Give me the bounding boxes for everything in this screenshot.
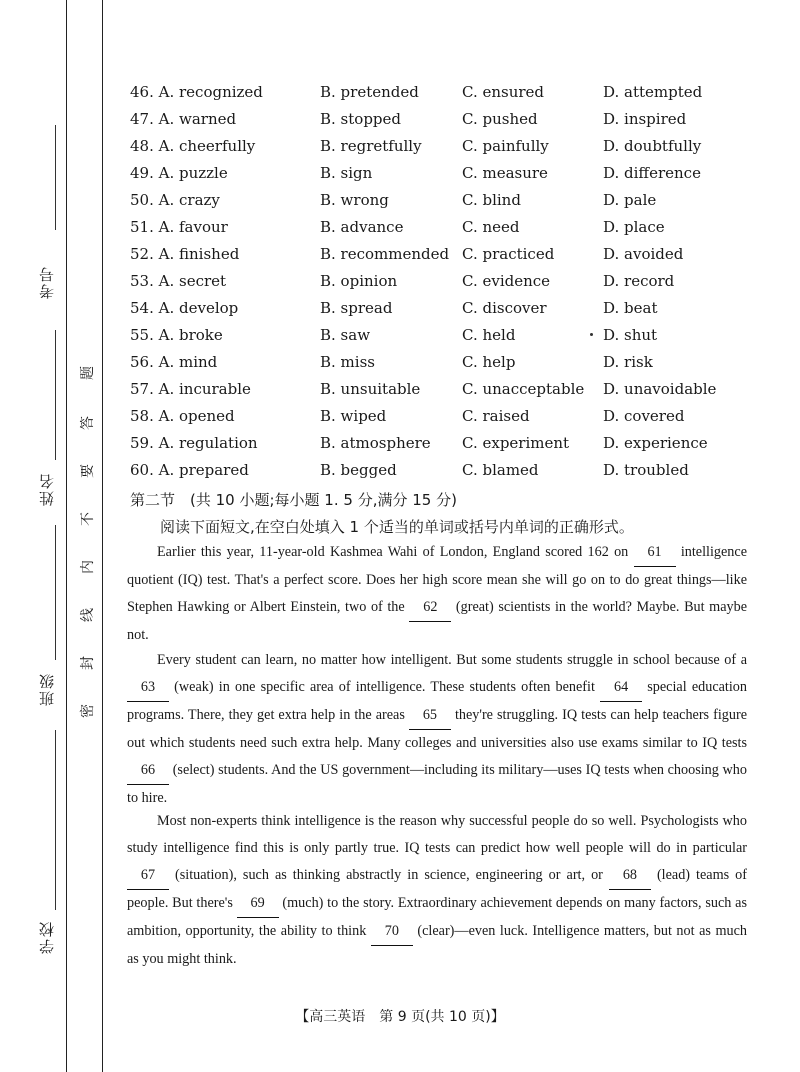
option-b: B. atmosphere bbox=[320, 434, 431, 452]
option-c: C. discover bbox=[462, 299, 547, 317]
passage-text: (select) students. And the US government—including its military—uses IQ tests when choosing who to hire. bbox=[127, 762, 747, 806]
option-row-59 bbox=[130, 434, 770, 458]
option-c: C. practiced bbox=[462, 245, 555, 263]
option-d: D. risk bbox=[603, 353, 653, 371]
option-b: B. regretfully bbox=[320, 137, 422, 155]
option-b: B. stopped bbox=[320, 110, 401, 128]
blank-64: 64 bbox=[600, 674, 642, 702]
option-c: C. need bbox=[462, 218, 520, 236]
kaohao-label: 考号 bbox=[38, 265, 56, 299]
option-b: B. wiped bbox=[320, 407, 387, 425]
option-row-55 bbox=[130, 326, 770, 350]
option-c: C. raised bbox=[462, 407, 530, 425]
option-row-58 bbox=[130, 407, 770, 431]
option-a: 56. A. mind bbox=[130, 353, 218, 371]
option-b: B. sign bbox=[320, 164, 373, 182]
option-c: C. painfully bbox=[462, 137, 549, 155]
option-row-47 bbox=[130, 110, 770, 134]
stray-mark bbox=[590, 333, 593, 336]
option-a: 55. A. broke bbox=[130, 326, 223, 344]
seal-char: 答 bbox=[80, 416, 96, 430]
passage-text: Most non-experts think intelligence is the reason why successful people do so well. Psychologists who study intelligence find this is only partly true. IQ tests can predict how well people will do in particular bbox=[127, 813, 747, 856]
option-a: 60. A. prepared bbox=[130, 461, 249, 479]
passage-text: special education programs. There, they get extra help in the areas bbox=[127, 679, 747, 723]
seal-char: 不 bbox=[80, 512, 96, 526]
passage-text: Every student can learn, no matter how intelligent. But some students struggle in school because of a bbox=[157, 652, 747, 668]
option-row-50 bbox=[130, 191, 770, 215]
option-row-60 bbox=[130, 461, 770, 485]
option-a: 51. A. favour bbox=[130, 218, 228, 236]
option-d: D. place bbox=[603, 218, 665, 236]
blank-69: 69 bbox=[237, 890, 279, 918]
option-d: D. avoided bbox=[603, 245, 684, 263]
passage-text: intelligence quotient (IQ) test. That's a perfect score. Does her high score mean she will go on to do great things—like Stephen Hawking or Albert Einstein, two of the bbox=[127, 544, 747, 615]
option-row-54 bbox=[130, 299, 770, 323]
option-c: C. help bbox=[462, 353, 516, 371]
option-d: D. troubled bbox=[603, 461, 689, 479]
passage-text: (much) to the story. Extraordinary achievement depends on many factors, such as ambition, opportunity, the ability to think bbox=[127, 895, 747, 939]
section-instruction: 阅读下面短文,在空白处填入 1 个适当的单词或括号内单词的正确形式。 bbox=[160, 518, 634, 536]
option-a: 47. A. warned bbox=[130, 110, 237, 128]
option-c: C. measure bbox=[462, 164, 548, 182]
option-a: 49. A. puzzle bbox=[130, 164, 228, 182]
kaohao-underline bbox=[55, 125, 56, 230]
option-b: B. wrong bbox=[320, 191, 389, 209]
option-b: B. opinion bbox=[320, 272, 398, 290]
option-a: 54. A. develop bbox=[130, 299, 239, 317]
blank-67: 67 bbox=[127, 862, 169, 890]
option-b: B. saw bbox=[320, 326, 371, 344]
passage-paragraph-2 bbox=[127, 647, 747, 812]
section-title: 第二节 (共 10 小题;每小题 1. 5 分,满分 15 分) bbox=[130, 491, 457, 509]
binding-line-outer bbox=[66, 0, 67, 1072]
option-a: 52. A. finished bbox=[130, 245, 240, 263]
passage-text: (situation), such as thinking abstractly in science, engineering or art, or bbox=[169, 867, 609, 883]
option-b: B. advance bbox=[320, 218, 404, 236]
page-footer: 【高三英语 第 9 页(共 10 页)】 bbox=[295, 1009, 505, 1025]
option-b: B. recommended bbox=[320, 245, 450, 263]
blank-61: 61 bbox=[634, 539, 676, 567]
seal-char: 要 bbox=[80, 464, 96, 478]
option-c: C. held bbox=[462, 326, 516, 344]
option-b: B. miss bbox=[320, 353, 375, 371]
xingming-label: 姓名 bbox=[38, 472, 56, 506]
binding-line-inner bbox=[102, 0, 103, 1072]
option-d: D. inspired bbox=[603, 110, 687, 128]
xingming-underline bbox=[55, 330, 56, 460]
blank-63: 63 bbox=[127, 674, 169, 702]
option-row-51 bbox=[130, 218, 770, 242]
banji-label: 班级 bbox=[38, 672, 56, 706]
option-d: D. doubtfully bbox=[603, 137, 702, 155]
seal-char: 密 bbox=[80, 704, 96, 718]
option-row-52 bbox=[130, 245, 770, 269]
option-b: B. pretended bbox=[320, 83, 419, 101]
option-b: B. unsuitable bbox=[320, 380, 421, 398]
option-row-46 bbox=[130, 83, 770, 107]
blank-62: 62 bbox=[409, 594, 451, 622]
blank-70: 70 bbox=[371, 918, 413, 946]
option-d: D. beat bbox=[603, 299, 658, 317]
option-c: C. ensured bbox=[462, 83, 545, 101]
option-d: D. unavoidable bbox=[603, 380, 717, 398]
passage-text: Earlier this year, 11-year-old Kashmea Wahi of London, England scored 162 on bbox=[157, 544, 634, 560]
blank-65: 65 bbox=[409, 702, 451, 730]
passage-text: (lead) teams of people. But there's bbox=[127, 867, 747, 911]
blank-68: 68 bbox=[609, 862, 651, 890]
option-c: C. blind bbox=[462, 191, 521, 209]
option-a: 57. A. incurable bbox=[130, 380, 251, 398]
option-row-49 bbox=[130, 164, 770, 188]
option-d: D. record bbox=[603, 272, 675, 290]
seal-char: 题 bbox=[80, 366, 96, 380]
seal-char: 内 bbox=[80, 560, 96, 574]
option-b: B. spread bbox=[320, 299, 393, 317]
option-d: D. pale bbox=[603, 191, 657, 209]
option-row-57 bbox=[130, 380, 770, 404]
xuexiao-label: 学校 bbox=[38, 920, 56, 954]
option-a: 58. A. opened bbox=[130, 407, 235, 425]
seal-char: 线 bbox=[80, 608, 96, 622]
option-a: 46. A. recognized bbox=[130, 83, 263, 101]
passage-text: they're struggling. IQ tests can help teachers figure out which students need such extra help. Many colleges and universities also use exams similar to IQ tests bbox=[127, 707, 747, 751]
banji-underline bbox=[55, 525, 56, 660]
option-d: D. shut bbox=[603, 326, 658, 344]
option-c: C. pushed bbox=[462, 110, 538, 128]
option-d: D. difference bbox=[603, 164, 701, 182]
blank-66: 66 bbox=[127, 757, 169, 785]
passage-text: (weak) in one specific area of intelligence. These students often benefit bbox=[169, 679, 601, 695]
passage-paragraph-1 bbox=[127, 539, 747, 649]
passage-paragraph-3 bbox=[127, 808, 747, 973]
option-d: D. experience bbox=[603, 434, 708, 452]
option-row-48 bbox=[130, 137, 770, 161]
option-a: 48. A. cheerfully bbox=[130, 137, 256, 155]
option-c: C. unacceptable bbox=[462, 380, 585, 398]
passage-text: (clear)—even luck. Intelligence matters, but not as much as you might think. bbox=[127, 923, 747, 967]
xuexiao-underline bbox=[55, 730, 56, 910]
option-c: C. blamed bbox=[462, 461, 539, 479]
option-a: 50. A. crazy bbox=[130, 191, 220, 209]
option-d: D. attempted bbox=[603, 83, 703, 101]
option-c: C. experiment bbox=[462, 434, 570, 452]
option-row-56 bbox=[130, 353, 770, 377]
passage-text: (great) scientists in the world? Maybe. But maybe not. bbox=[127, 599, 747, 643]
option-a: 59. A. regulation bbox=[130, 434, 258, 452]
option-b: B. begged bbox=[320, 461, 397, 479]
seal-char: 封 bbox=[80, 656, 96, 670]
option-d: D. covered bbox=[603, 407, 685, 425]
option-c: C. evidence bbox=[462, 272, 551, 290]
option-a: 53. A. secret bbox=[130, 272, 227, 290]
option-row-53 bbox=[130, 272, 770, 296]
